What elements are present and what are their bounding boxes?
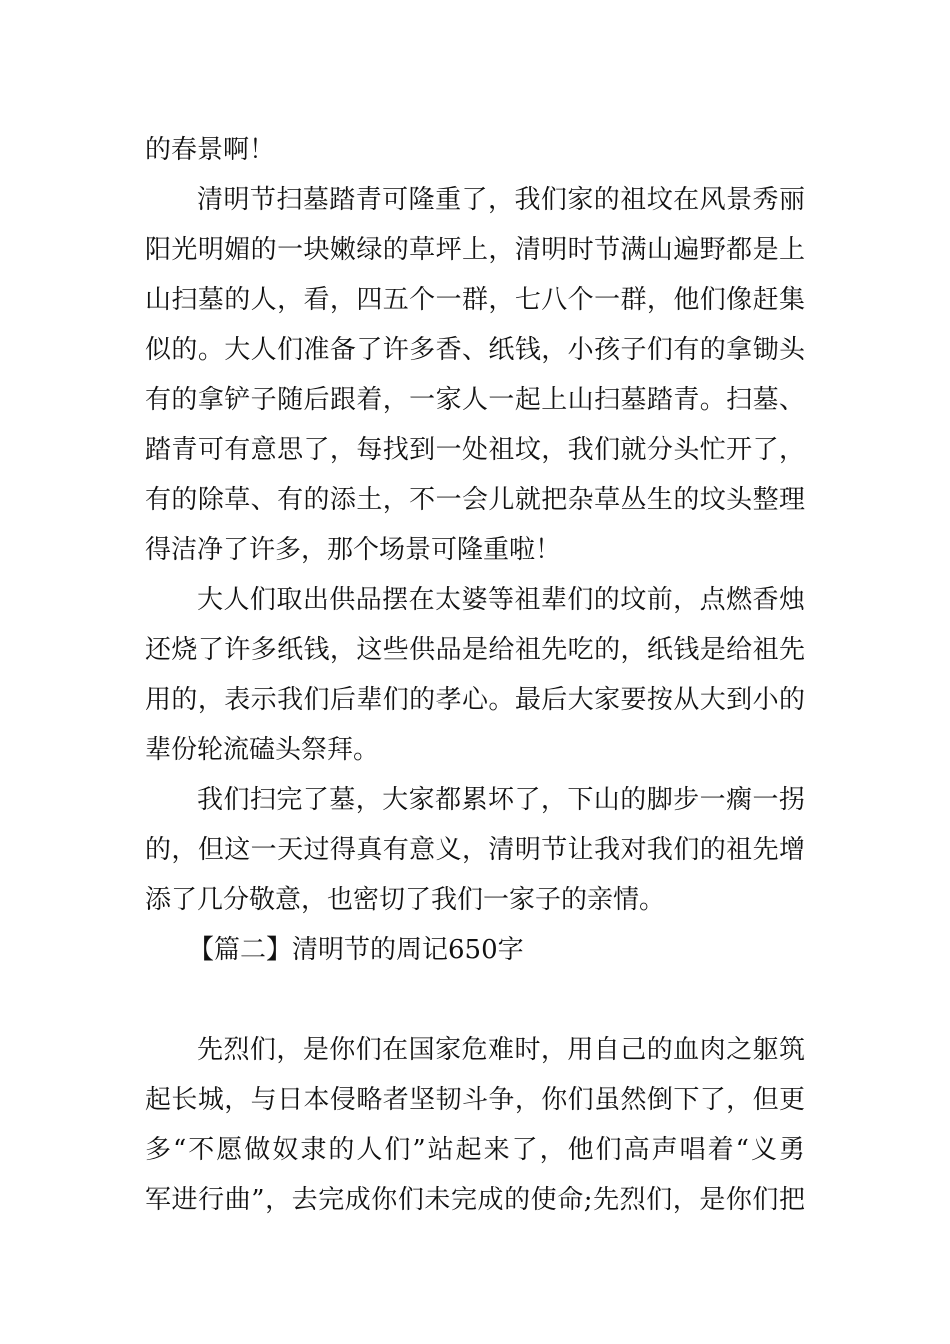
text-line: 踏青可有意思了，每找到一处祖坟，我们就分头忙开了， [145, 435, 805, 465]
text-line: 先烈们，是你们在国家危难时，用自己的血肉之躯筑 [197, 1035, 805, 1065]
section-heading: 【篇二】清明节的周记650字 [188, 935, 524, 965]
text-line: 还烧了许多纸钱，这些供品是给祖先吃的，纸钱是给祖先 [145, 635, 805, 665]
text-line: 有的拿铲子随后跟着，一家人一起上山扫墓踏青。扫墓、 [145, 385, 805, 415]
text-line: 军进行曲”，去完成你们未完成的使命;先烈们，是你们把 [145, 1185, 805, 1215]
text-line: 的春景啊！ [145, 135, 276, 165]
text-line: 似的。大人们准备了许多香、纸钱，小孩子们有的拿锄头 [145, 335, 805, 365]
text-line: 用的，表示我们后辈们的孝心。最后大家要按从大到小的 [145, 685, 805, 715]
text-line: 多“不愿做奴隶的人们”站起来了，他们高声唱着“义勇 [145, 1135, 805, 1165]
text-line: 清明节扫墓踏青可隆重了，我们家的祖坟在风景秀丽 [197, 185, 805, 215]
text-line: 阳光明媚的一块嫩绿的草坪上，清明时节满山遍野都是上 [145, 235, 805, 265]
text-line: 山扫墓的人，看，四五个一群，七八个一群，他们像赶集 [145, 285, 805, 315]
text-line: 有的除草、有的添土，不一会儿就把杂草丛生的坟头整理 [145, 485, 805, 515]
text-line: 大人们取出供品摆在太婆等祖辈们的坟前，点燃香烛 [197, 585, 805, 615]
text-line: 添了几分敬意，也密切了我们一家子的亲情。 [145, 885, 666, 915]
text-line: 得洁净了许多，那个场景可隆重啦！ [145, 535, 562, 565]
text-line: 辈份轮流磕头祭拜。 [145, 735, 380, 765]
text-line: 我们扫完了墓，大家都累坏了，下山的脚步一瘸一拐 [197, 785, 805, 815]
text-line: 起长城，与日本侵略者坚韧斗争，你们虽然倒下了，但更 [145, 1085, 805, 1115]
text-line: 的，但这一天过得真有意义，清明节让我对我们的祖先增 [145, 835, 805, 865]
